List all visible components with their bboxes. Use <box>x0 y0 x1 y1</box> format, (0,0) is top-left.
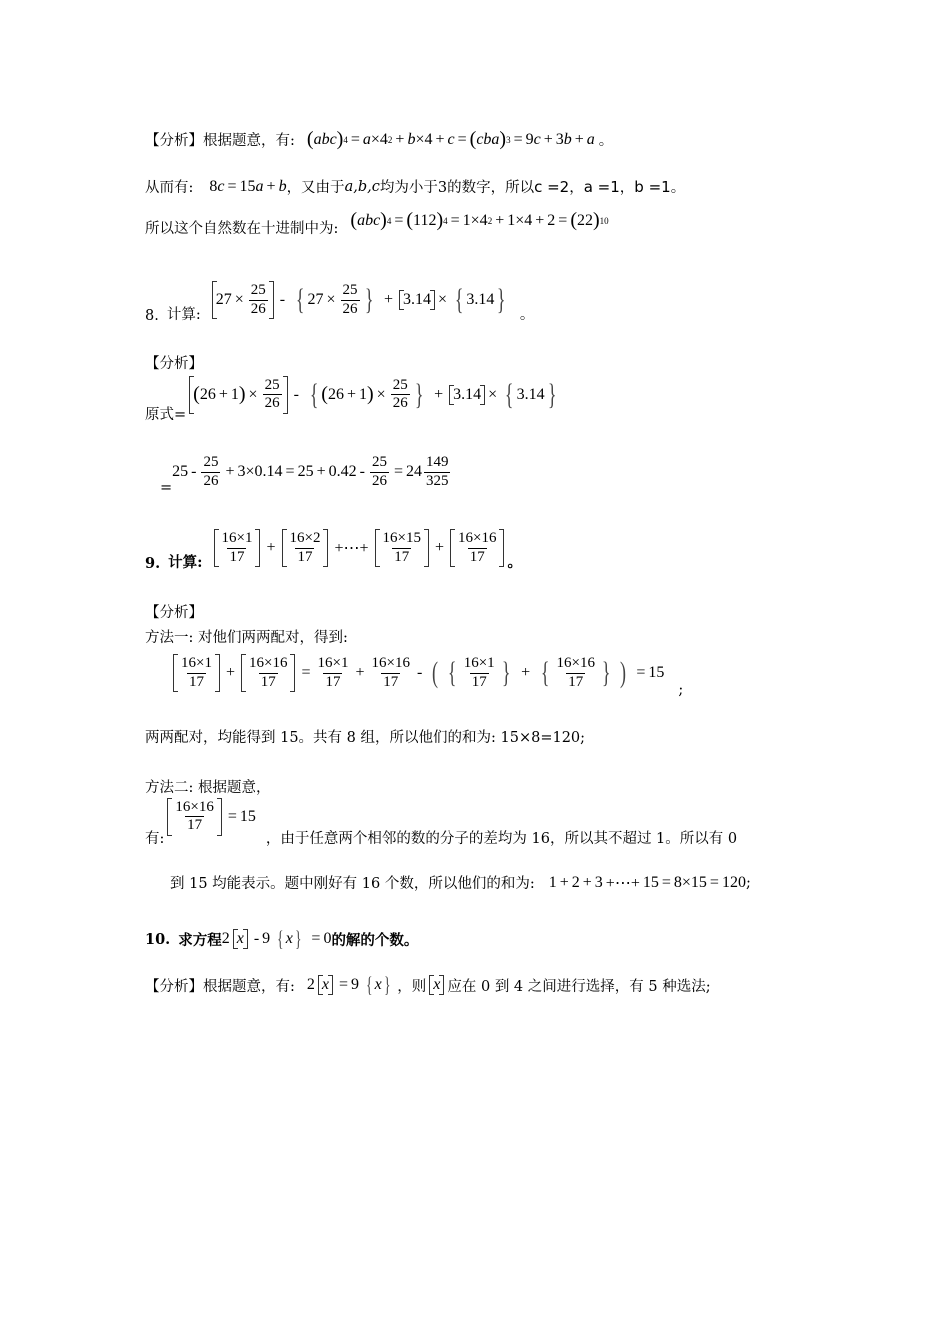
s7-l2-label: 从而有: <box>145 180 194 196</box>
q10-ana-tail: 应在 0 到 4 之间进行选择，有 5 种选法; <box>447 978 711 995</box>
s7-l2-tail: 均为小于3的数字，所以 <box>379 180 535 196</box>
q9-line <box>145 524 522 572</box>
s7-c-value: c =2 <box>534 177 570 196</box>
q9-m1-formula: 16×1 17 + 16×16 17 = $\frac{16\times 1}{17}$ + $\frac{16\times 16}{17}$ - ( { 16×1 17 } + { 16×16 17 } ) = 15 <box>170 654 664 692</box>
s7-l2-end: 。 <box>670 180 686 196</box>
q9-m1-text: 两两配对，均能得到 15。共有 8 组，所以他们的和为: 15×8=120; <box>145 730 586 746</box>
q8-expression: 27 × $\frac{25}{26}$ - { 27 × $\frac{25}{26}$ } + 3.14 × { 3.14 } <box>209 281 514 319</box>
q9-m1-formula-line <box>170 648 683 698</box>
q9-m2-text2: 到 15 均能表示。题中刚好有 16 个数，所以他们的和为: <box>170 876 535 892</box>
q10-line <box>145 928 418 950</box>
formula-base-conversion: ( abc ) 4 = a ×4 2 + b ×4 + c = ( cba ) 3 = 9 c + 3 b + a <box>306 128 595 150</box>
q8-analysis: 【分析】 <box>145 356 203 372</box>
q9-number: 9. <box>145 555 161 572</box>
q9-end: 。 <box>507 554 522 571</box>
s7-line2: 从而有: 8 c = 15 a + b ，又由于 a,b,c 均为小于3的数字，所以 c =2 ， a =1 ， b =1 。 <box>145 177 686 196</box>
s7-a-value: a =1 <box>583 177 620 196</box>
q9-expression: 16×1 17 + 16×2 17 +⋯+ 16×15 17 + 16×16 17 <box>211 529 508 567</box>
q8-orig-expression: ( 26 + 1 ) × $\frac{25}{26}$ - { ( 26 + 1 ) × $\frac{25}{26}$ } + 3.14 × { 3.14 } <box>186 376 564 414</box>
q9-m2-formula: 16×16 17 = 15 <box>164 798 256 836</box>
q10-ana-floor-x: x <box>426 975 447 995</box>
q10-equation: 2 x - 9 { x } = 0 <box>221 926 332 951</box>
q9-m1-end: ; <box>678 682 684 698</box>
q10-ana-formula: 2 x = 9 { x } <box>306 972 391 997</box>
q9-m2-line2 <box>170 872 751 893</box>
formula-8c: 8 c = 15 a + b <box>209 177 287 195</box>
q9-m2-sum-formula: 1 + 2 + 3 +⋯+ 15 = 8×15 = 120 <box>548 873 746 892</box>
q9-m2-line <box>145 798 737 848</box>
q9-analysis: 【分析】 <box>145 605 203 621</box>
s7-l2-mid: ，又由于 <box>286 180 345 196</box>
q10-label: 求方程 <box>178 931 222 949</box>
q8-result-expression: 25 - 25 26 + 3×0.14 = 25 + 0.42 - $\frac{25}{26}$ = 24 $\frac{149}{325}$ <box>172 454 449 489</box>
q8-orig-line <box>145 376 564 424</box>
q9-method2: 方法二: 根据题意， <box>145 780 271 796</box>
s7-line3 <box>145 203 609 238</box>
q9-label: 计算: <box>168 554 203 571</box>
formula-decimal: ( abc ) 4 = ( 112 ) 4 = 1×4 2 + 1×4 + 2 = ( 22 ) 10 <box>350 209 609 231</box>
s7-line1 <box>145 128 613 151</box>
s7-l2-vars: a,b,c <box>344 178 380 195</box>
q8-result-line <box>160 448 452 496</box>
s7-end: 。 <box>598 133 614 149</box>
q10-number: 10. <box>145 930 171 948</box>
q9-m2-have: 有: <box>145 831 165 847</box>
q10-analysis-line <box>145 974 711 996</box>
q9-m2-text: ，由于任意两个相邻的数的分子的差均为 16，所以其不超过 1。所以有 0 <box>265 831 738 847</box>
q8-end: 。 <box>519 307 535 323</box>
q9-method1: 方法一: 对他们两两配对，得到: <box>145 630 348 646</box>
q8-eq-prefix: = <box>160 480 173 496</box>
q8-number: 8. <box>145 308 159 324</box>
q8-label: 计算: <box>166 307 201 323</box>
q10-ana-label: 【分析】根据题意，有: <box>145 978 295 995</box>
q10-tail: 的解的个数。 <box>331 931 419 949</box>
s7-l3-label: 所以这个自然数在十进制中为: <box>145 221 339 237</box>
q8-orig-label: 原式= <box>145 407 187 423</box>
s7-label: 【分析】根据题意，有: <box>145 133 295 149</box>
q10-ana-mid: ，则 <box>397 978 427 995</box>
q8-line <box>145 276 534 324</box>
q9-m2-end: ; <box>745 874 751 891</box>
s7-b-value: b =1 <box>634 177 671 196</box>
